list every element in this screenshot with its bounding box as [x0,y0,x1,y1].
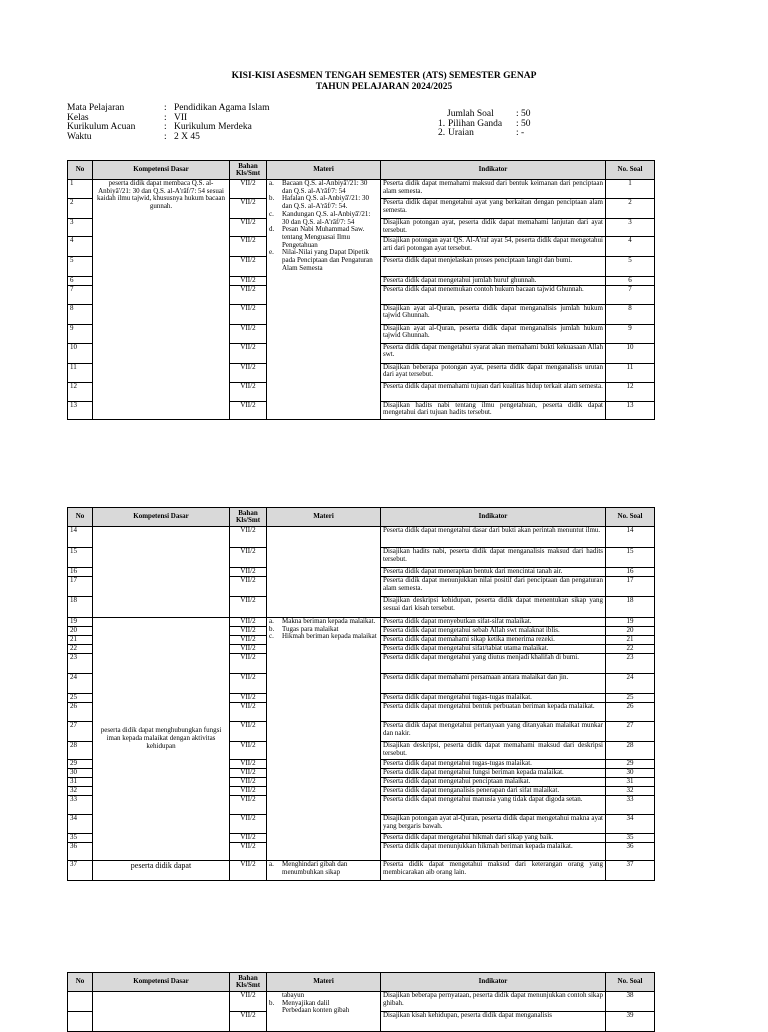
indikator-cell: Disajikan ayat al-Quran, peserta didik dapat menganalisis jumlah hukum tajwid Ghunnah. [381,324,606,343]
bahan-cell: VII/2 [230,277,267,286]
indikator-cell: Peserta didik dapat mengetahui hikmah dari sikap yang baik. [381,834,606,843]
materi-item-letter: b. [269,624,275,633]
kompetensi-dasar-cell [93,527,230,618]
no-soal-cell: 2 [606,199,655,219]
table-row [68,992,655,1012]
materi-item-text: Pesan Nabi Muhammad Saw. tentang Menguasai Ilmu Pengetahuan [282,225,365,249]
row-number: 6 [68,277,93,286]
indikator-cell: Peserta didik dapat menemukan contoh hukum bacaan tajwid Ghunnah. [381,285,606,304]
row-number: 19 [68,618,93,627]
materi-item-text: Nilai-Nilai yang Dapat Dipetik pada Penciptaan dan Pengaturan Alam Semesta [282,248,373,272]
indikator-cell: Peserta didik dapat menyebutkan sifat-sifat malaikat. [381,618,606,627]
row-number: 24 [68,674,93,694]
indikator-cell: Disajikan ayat al-Quran, peserta didik dapat menganalisis jumlah hukum tajwid Ghunnah. [381,304,606,324]
row-number: 23 [68,654,93,674]
indikator-cell: Peserta didik dapat memahami tujuan dari kualitas hidup terkait alam semesta. [381,382,606,401]
row-number: 26 [68,703,93,722]
materi-item-letter: a. [269,617,274,625]
indikator-cell: Disajikan beberapa pernyataan, peserta didik dapat menunjukkan contoh sikap ghibah. [381,992,606,1012]
materi-item-letter: e. [269,248,274,257]
indikator-cell: Peserta didik dapat menunjukkan nilai positif dari penciptaan dan pengaturan alam semesta. [381,577,606,597]
header-no-soal: No. Soal [606,973,655,992]
no-soal-cell: 8 [606,304,655,324]
header-indikator: Indikator [381,161,606,180]
row-number: 32 [68,787,93,796]
no-soal-cell: 32 [606,787,655,796]
bahan-cell: VII/2 [230,787,267,796]
bahan-cell: VII/2 [230,778,267,787]
materi-item-text: tabayun [282,991,305,999]
kompetensi-dasar-cell: peserta didik dapat membaca Q.S. al-Anbiyā'/21: 30 dan Q.S. al-A'rāf/7: 54 sesuai kaidah ilmu tajwid, khususnya hukum bacaan gunnah. [93,180,230,420]
info-row: Kelas : VII [67,112,188,123]
row-number: 3 [68,219,93,237]
document-title: KISI-KISI ASESMEN TENGAH SEMESTER (ATS) SEMESTER GENAP [231,71,537,81]
kisi-table-3 [67,972,655,1032]
no-soal-cell: 37 [606,861,655,881]
row-number: 17 [68,577,93,597]
row-number: 15 [68,548,93,568]
bahan-cell: VII/2 [230,834,267,843]
row-number: 18 [68,597,93,618]
no-soal-cell: 3 [606,219,655,237]
bahan-cell: VII/2 [230,285,267,304]
no-soal-cell: 11 [606,363,655,382]
indikator-cell: Disajikan potongan ayat QS. Al-A'raf ayat 54, peserta didik dapat mengetahui arti dari potongan ayat tersebut. [381,237,606,257]
indikator-cell: Disajikan deskripsi, peserta didik dapat memahami maksud dari deskripsi tersebut. [381,742,606,760]
table-row [68,861,655,881]
materi-item-text: Bacaan Q.S. al-Anbiyā'/21: 30 dan Q.S. al-A'rāf/7: 54 [282,179,368,195]
materi-item-text: Makna beriman kepada malaikat. [282,617,376,625]
indikator-cell: Peserta didik dapat mengetahui pertanyaan yang ditanyakan malaikat munkar dan nakir. [381,722,606,742]
bahan-cell: VII/2 [230,654,267,674]
materi-item-text: Tugas para malaikat [282,624,339,633]
bahan-cell: VII/2 [230,694,267,703]
no-soal-cell: 35 [606,834,655,843]
bahan-cell: VII/2 [230,577,267,597]
indikator-cell: Peserta didik dapat mengetahui ayat yang berkaitan dengan penciptaan alam semesta. [381,199,606,219]
no-soal-cell: 23 [606,654,655,674]
bahan-cell: VII/2 [230,527,267,548]
materi-item [269,195,378,210]
row-number: 12 [68,382,93,401]
indikator-cell: Peserta didik dapat memahami maksud dari bentuk keimanan dari penciptaan alam semesta. [381,180,606,199]
header-kompetensi-dasar: Kompetensi Dasar [93,508,230,527]
no-soal-cell: 30 [606,769,655,778]
bahan-cell: VII/2 [230,861,267,881]
header-bahan: Bahan Kls/Smt [230,161,267,180]
bahan-cell: VII/2 [230,760,267,769]
materi-cell [267,861,381,881]
bahan-cell: VII/2 [230,843,267,861]
document-subtitle: TAHUN PELAJARAN 2024/2025 [315,82,453,92]
kompetensi-dasar-cell: peserta didik dapat menghubungkan fungsi iman kepada malaikat dengan aktivitas kehidupan [93,618,230,861]
bahan-cell: VII/2 [230,636,267,645]
no-soal-cell: 18 [606,597,655,618]
row-number: 2 [68,199,93,219]
row-number: 22 [68,645,93,654]
row-number: 20 [68,627,93,636]
no-soal-cell: 26 [606,703,655,722]
header-indikator: Indikator [381,508,606,527]
bahan-cell: VII/2 [230,597,267,618]
row-number: 36 [68,843,93,861]
no-soal-cell: 5 [606,257,655,277]
indikator-cell: Peserta didik dapat menjelaskan proses penciptaan langit dan bumi. [381,257,606,277]
materi-item [269,861,378,876]
bahan-cell: VII/2 [230,703,267,722]
indikator-cell: Disajikan kisah kehidupan, peserta didik dapat menganalisis [381,1012,606,1032]
info-row: 1. Pilihan Ganda : 50 [438,118,531,129]
materi-item-text: Menyajikan dalil [282,998,330,1007]
indikator-cell: Disajikan beberapa potongan ayat, peserta didik dapat menganalisis urutan dari ayat tersebut. [381,363,606,382]
bahan-cell: VII/2 [230,815,267,834]
indikator-cell: Peserta didik dapat mengetahui tugas-tugas malaikat. [381,760,606,769]
materi-item-text: Perbedaan konten gibah [282,1006,350,1015]
row-number: 30 [68,769,93,778]
no-soal-cell: 7 [606,285,655,304]
materi-item-letter: a. [269,860,274,868]
kisi-table-2 [67,507,655,881]
row-number: 35 [68,834,93,843]
indikator-cell: Peserta didik dapat mengetahui bentuk perbuatan beriman kepada malaikat. [381,703,606,722]
kompetensi-dasar-cell: peserta didik dapat [93,861,230,881]
materi-item [269,633,378,641]
row-number: 1 [68,180,93,199]
bahan-cell: VII/2 [230,627,267,636]
header-kompetensi-dasar: Kompetensi Dasar [93,973,230,992]
materi-cell [267,618,381,861]
indikator-cell: Peserta didik dapat mengetahui sifat/tabiat utama malaikat. [381,645,606,654]
header-no: No [68,973,93,992]
no-soal-cell: 34 [606,815,655,834]
bahan-cell: VII/2 [230,645,267,654]
materi-item [269,249,378,272]
bahan-cell: VII/2 [230,324,267,343]
no-soal-cell: 27 [606,722,655,742]
no-soal-cell: 16 [606,568,655,577]
row-number: 8 [68,304,93,324]
bahan-cell: VII/2 [230,674,267,694]
indikator-cell: Disajikan hadits nabi, peserta didik dapat menganalisis maksud dari hadits tersebut. [381,548,606,568]
no-soal-cell: 19 [606,618,655,627]
no-soal-cell: 6 [606,277,655,286]
row-number: 10 [68,343,93,363]
no-soal-cell: 14 [606,527,655,548]
row-number: 37 [68,861,93,881]
indikator-cell: Peserta didik dapat mengetahui syarat akan memahami bukti kekuasaan Allah swt. [381,343,606,363]
materi-item-letter: b. [269,998,275,1007]
header-materi: Materi [267,973,381,992]
no-soal-cell: 4 [606,237,655,257]
indikator-cell: Peserta didik dapat mengetahui sebab Allah swt malaknat iblis. [381,627,606,636]
materi-item-text: Hafalan Q.S. al-Anbiyā'/21: 30 dan Q.S. al-A'rāf/7: 54. [282,194,369,211]
header-no: No [68,161,93,180]
no-soal-cell: 24 [606,674,655,694]
bahan-cell: VII/2 [230,363,267,382]
bahan-cell: VII/2 [230,180,267,199]
indikator-cell: Peserta didik dapat menerapkan bentuk dari mencintai tanah air. [381,568,606,577]
kisi-table-1 [67,160,655,420]
indikator-cell: Peserta didik dapat mengetahui fungsi beriman kepada malaikat. [381,769,606,778]
no-soal-cell: 29 [606,760,655,769]
materi-item-text: Hikmah beriman kepada malaikat [282,632,377,641]
indikator-cell: Peserta didik dapat menunjukkan hikmah beriman kepada malaikat. [381,843,606,861]
indikator-cell: Peserta didik dapat mengetahui penciptaan malaikat. [381,778,606,787]
header-no: No [68,508,93,527]
bahan-cell: VII/2 [230,401,267,419]
no-soal-cell: 36 [606,843,655,861]
bahan-cell: VII/2 [230,618,267,627]
info-row: Kurikulum Acuan : Kurikulum Merdeka [67,122,252,132]
row-number: 28 [68,742,93,760]
row-number: 29 [68,760,93,769]
row-number: 33 [68,796,93,815]
bahan-cell: VII/2 [230,796,267,815]
indikator-cell: Peserta didik dapat mengetahui maksud dari keterangan orang yang membicarakan aib orang lain. [381,861,606,881]
row-number [68,1012,93,1032]
materi-cell [267,180,381,420]
row-number: 4 [68,237,93,257]
indikator-cell: Peserta didik dapat menganalisis penerapan dari sifat malaikat. [381,787,606,796]
materi-item [269,1007,378,1015]
header-bahan: Bahan Kls/Smt [230,973,267,992]
row-number: 7 [68,285,93,304]
bahan-cell: VII/2 [230,199,267,219]
kompetensi-dasar-cell [93,992,230,1032]
info-left [67,104,270,142]
bahan-cell: VII/2 [230,257,267,277]
materi-item-text: Kandungan Q.S. al-Anbiyā'/21: 30 dan Q.S. al-A'rāf/7: 54 [282,209,371,226]
indikator-cell: Disajikan deskripsi kehidupan, peserta didik dapat menentukan sikap yang sesuai dari kisah tersebut. [381,597,606,618]
materi-item [269,226,378,249]
materi-item-letter: d. [269,225,275,234]
row-number: 27 [68,722,93,742]
indikator-cell: Peserta didik dapat mengetahui yang diutus menjadi khalifah di bumi. [381,654,606,674]
row-number: 21 [68,636,93,645]
bahan-cell: VII/2 [230,742,267,760]
row-number: 34 [68,815,93,834]
bahan-cell: VII/2 [230,568,267,577]
materi-item-letter: b. [269,194,275,203]
bahan-cell: VII/2 [230,343,267,363]
row-number: 13 [68,401,93,419]
bahan-cell: VII/2 [230,382,267,401]
bahan-cell: VII/2 [230,1012,267,1032]
indikator-cell: Disajikan potongan ayat, peserta didik dapat memahami lanjutan dari ayat tersebut. [381,219,606,237]
indikator-cell: Peserta didik dapat mengetahui tugas-tugas malaikat. [381,694,606,703]
no-soal-cell: 20 [606,627,655,636]
no-soal-cell: 13 [606,401,655,419]
no-soal-cell: 28 [606,742,655,760]
bahan-cell: VII/2 [230,769,267,778]
no-soal-cell: 9 [606,324,655,343]
info-row: Waktu : 2 X 45 [67,131,200,142]
row-number: 11 [68,363,93,382]
row-number: 9 [68,324,93,343]
no-soal-cell: 39 [606,1012,655,1032]
header-materi: Materi [267,508,381,527]
bahan-cell: VII/2 [230,237,267,257]
materi-item [269,211,378,226]
no-soal-cell: 31 [606,778,655,787]
no-soal-cell: 12 [606,382,655,401]
info-row: Jumlah Soal : 50 [447,109,531,119]
indikator-cell: Peserta didik dapat memahami persamaan antara malaikat dan jin. [381,674,606,694]
no-soal-cell: 15 [606,548,655,568]
no-soal-cell: 10 [606,343,655,363]
materi-item-letter [269,1007,282,1015]
header-kompetensi-dasar: Kompetensi Dasar [93,161,230,180]
indikator-cell: Peserta didik dapat mengetahui manusia yang tidak dapat digoda setan. [381,796,606,815]
materi-item [269,180,378,195]
header-bahan: Bahan Kls/Smt [230,508,267,527]
row-number: 14 [68,527,93,548]
no-soal-cell: 17 [606,577,655,597]
info-row: 2. Uraian : - [438,128,525,138]
no-soal-cell: 33 [606,796,655,815]
no-soal-cell: 22 [606,645,655,654]
no-soal-cell: 21 [606,636,655,645]
materi-item-letter: c. [269,632,274,641]
row-number: 31 [68,778,93,787]
materi-item-letter: a. [269,179,274,187]
materi-item-text: Menghindari gibah dan menumbuhkan sikap [282,860,348,876]
materi-cell [267,992,381,1032]
header-materi: Materi [267,161,381,180]
materi-item-letter: c. [269,209,274,218]
bahan-cell: VII/2 [230,548,267,568]
info-right [438,110,531,139]
indikator-cell: Peserta didik dapat mengetahui jumlah huruf ghunnah. [381,277,606,286]
materi-cell [267,527,381,618]
table-row [68,527,655,548]
header-no-soal: No. Soal [606,508,655,527]
indikator-cell: Disajikan hadits nabi tentang ilmu pengetahuan, peserta didik dapat mengetahui dari tujuan hadits tersebut. [381,401,606,419]
bahan-cell: VII/2 [230,722,267,742]
row-number: 5 [68,257,93,277]
info-row: Mata Pelajaran : Pendidikan Agama Islam [67,103,270,113]
bahan-cell: VII/2 [230,219,267,237]
indikator-cell: Peserta didik dapat memahami sikap ketika menerima rezeki. [381,636,606,645]
header-no-soal: No. Soal [606,161,655,180]
header-indikator: Indikator [381,973,606,992]
bahan-cell: VII/2 [230,304,267,324]
no-soal-cell: 1 [606,180,655,199]
row-number [68,992,93,1012]
no-soal-cell: 38 [606,992,655,1012]
row-number: 16 [68,568,93,577]
table-row [68,618,655,627]
table-row [68,180,655,199]
indikator-cell: Peserta didik dapat mengetahui dasar dari bukti akan perintah menuntut ilmu. [381,527,606,548]
row-number: 25 [68,694,93,703]
bahan-cell: VII/2 [230,992,267,1012]
no-soal-cell: 25 [606,694,655,703]
indikator-cell: Disajikan potongan ayat al-Quran, peserta didik dapat mengetahui makna ayat yang bergaris bawah. [381,815,606,834]
